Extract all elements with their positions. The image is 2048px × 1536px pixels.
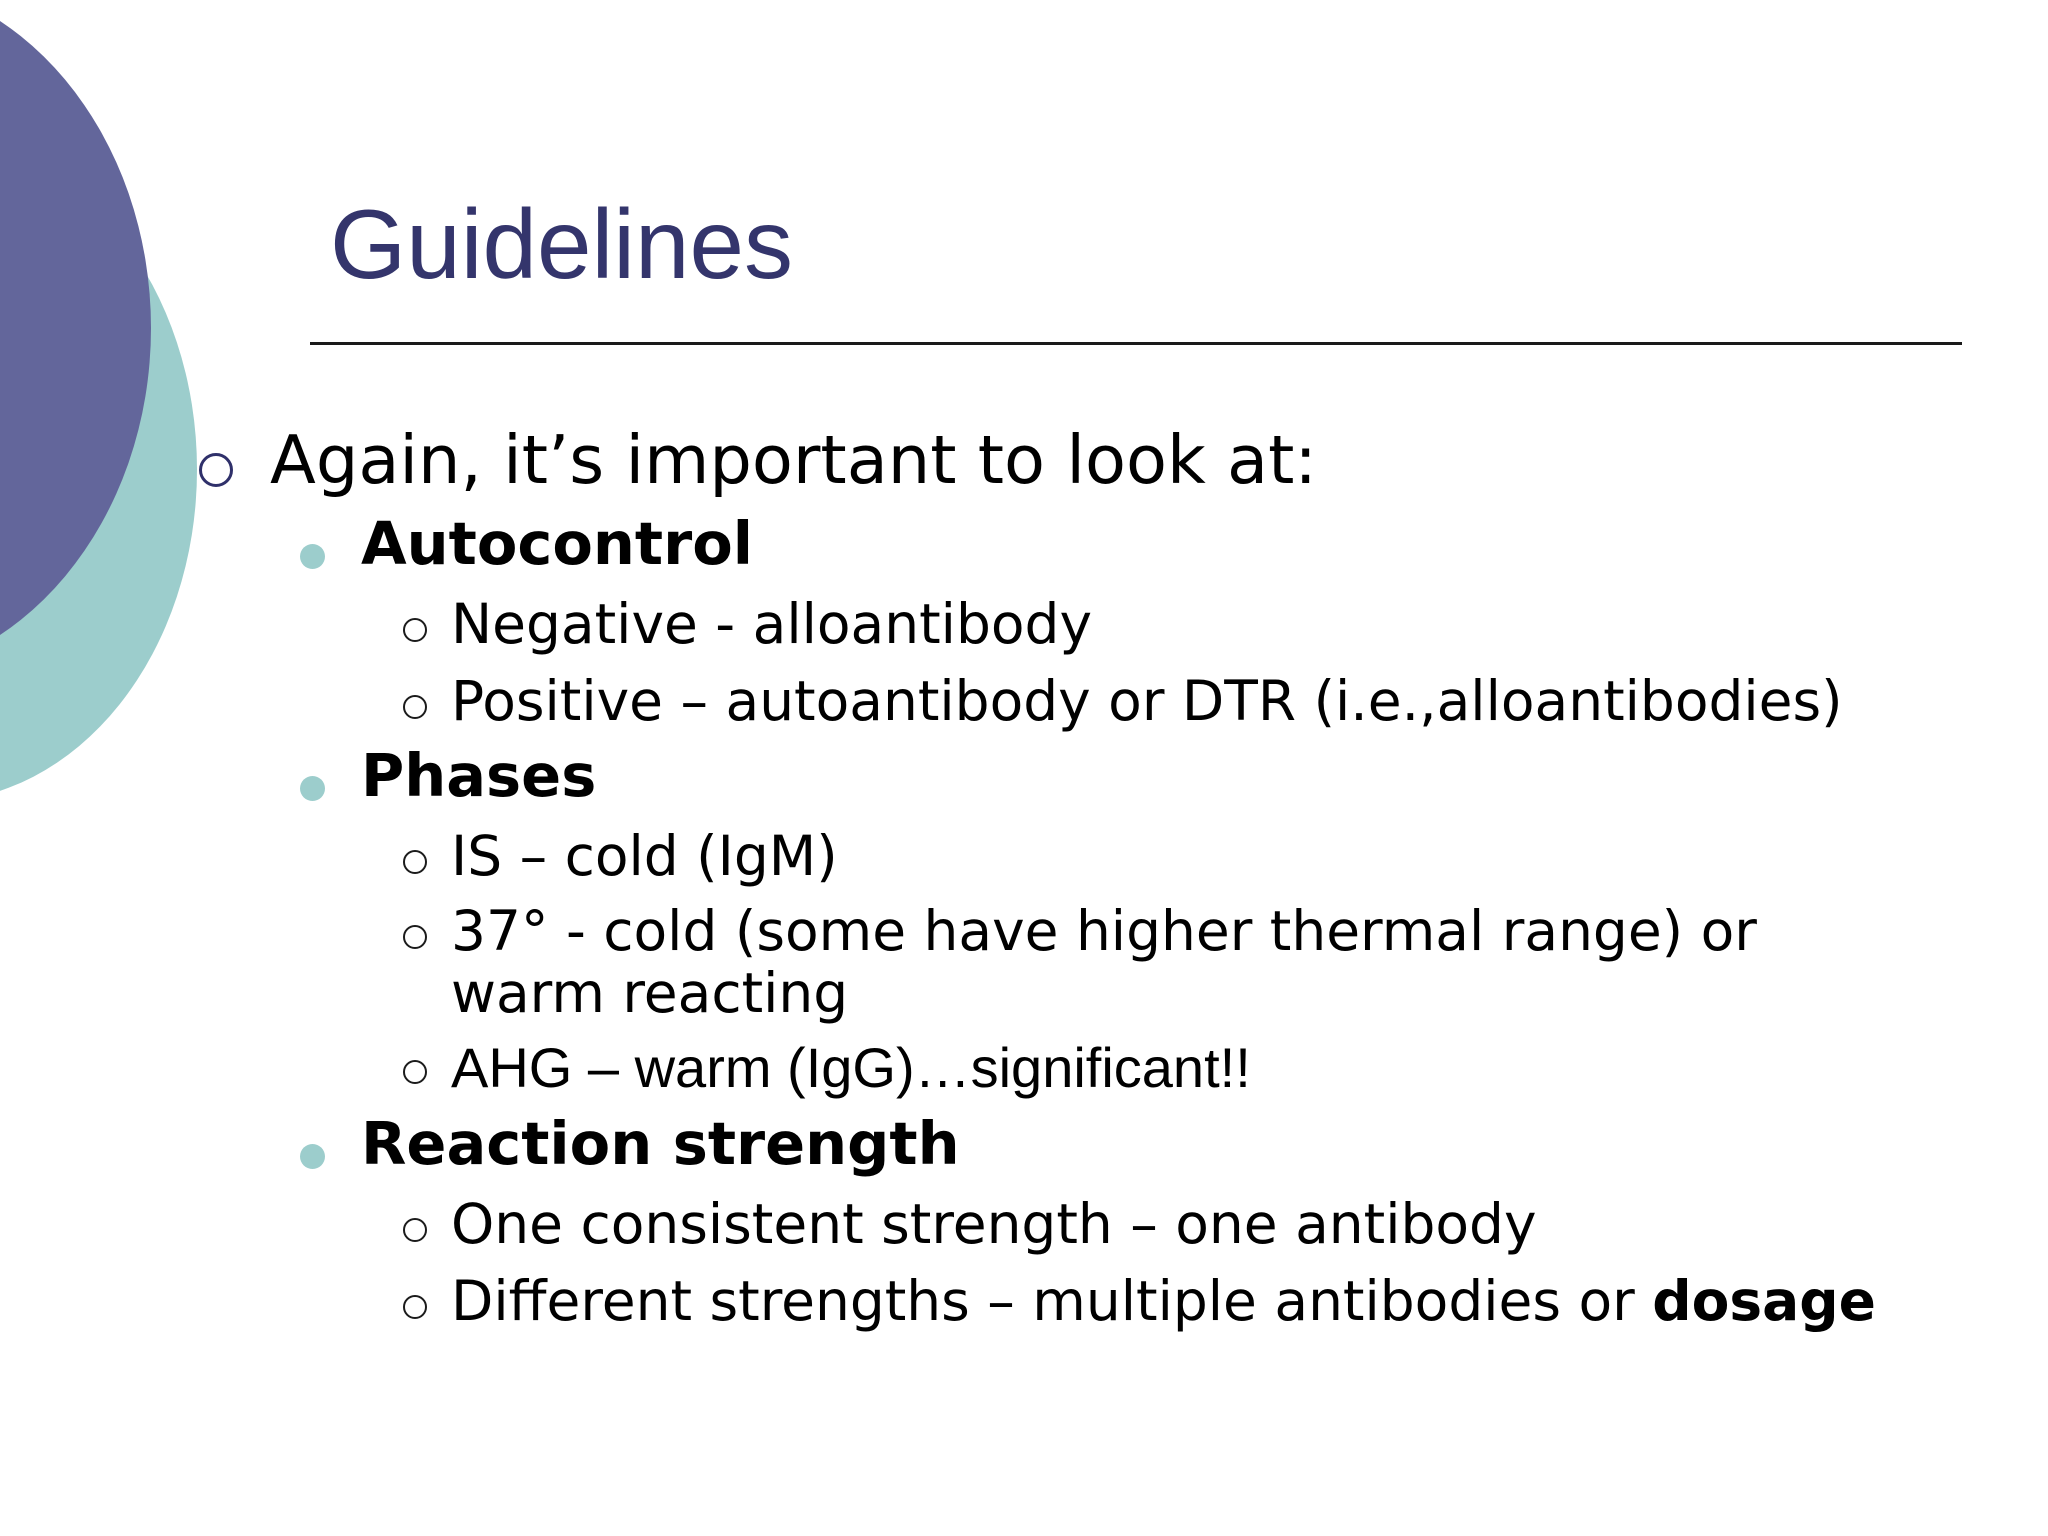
hollow-circle-bullet-icon <box>403 1295 427 1319</box>
list-item: 37° - cold (some have higher thermal range) or <box>451 899 1757 963</box>
section-heading-phases: Phases <box>361 741 597 810</box>
hollow-circle-bullet-icon <box>403 695 427 719</box>
emphasis-text: dosage <box>1652 1269 1876 1333</box>
section-heading-autocontrol: Autocontrol <box>361 509 753 578</box>
filled-dot-bullet-icon <box>300 776 325 801</box>
list-item-text: AHG – warm (IgG)…significant!! <box>451 1036 1251 1099</box>
list-item <box>451 1269 1876 1333</box>
hollow-circle-bullet-icon <box>199 453 233 487</box>
title-divider <box>310 342 1962 345</box>
slide-title: Guidelines <box>330 189 794 299</box>
hollow-circle-bullet-icon <box>403 1218 427 1242</box>
intro-text: Again, it’s important to look at: <box>270 421 1317 499</box>
list-item: Negative - alloantibody <box>451 592 1092 656</box>
filled-dot-bullet-icon <box>300 1144 325 1169</box>
hollow-circle-bullet-icon <box>403 925 427 949</box>
list-item-continuation: warm reacting <box>451 961 849 1025</box>
hollow-circle-bullet-icon <box>403 1060 427 1084</box>
list-item: Positive – autoantibody or DTR (i.e.,alloantibodies) <box>451 669 1843 733</box>
section-heading-reaction-strength: Reaction strength <box>361 1109 960 1178</box>
list-item: One consistent strength – one antibody <box>451 1192 1537 1256</box>
list-item: IS – cold (IgM) <box>451 824 838 888</box>
hollow-circle-bullet-icon <box>403 618 427 642</box>
list-item-text: Different strengths – multiple antibodies or <box>451 1269 1653 1333</box>
filled-dot-bullet-icon <box>300 544 325 569</box>
hollow-circle-bullet-icon <box>403 850 427 874</box>
list-item <box>451 1036 1251 1099</box>
